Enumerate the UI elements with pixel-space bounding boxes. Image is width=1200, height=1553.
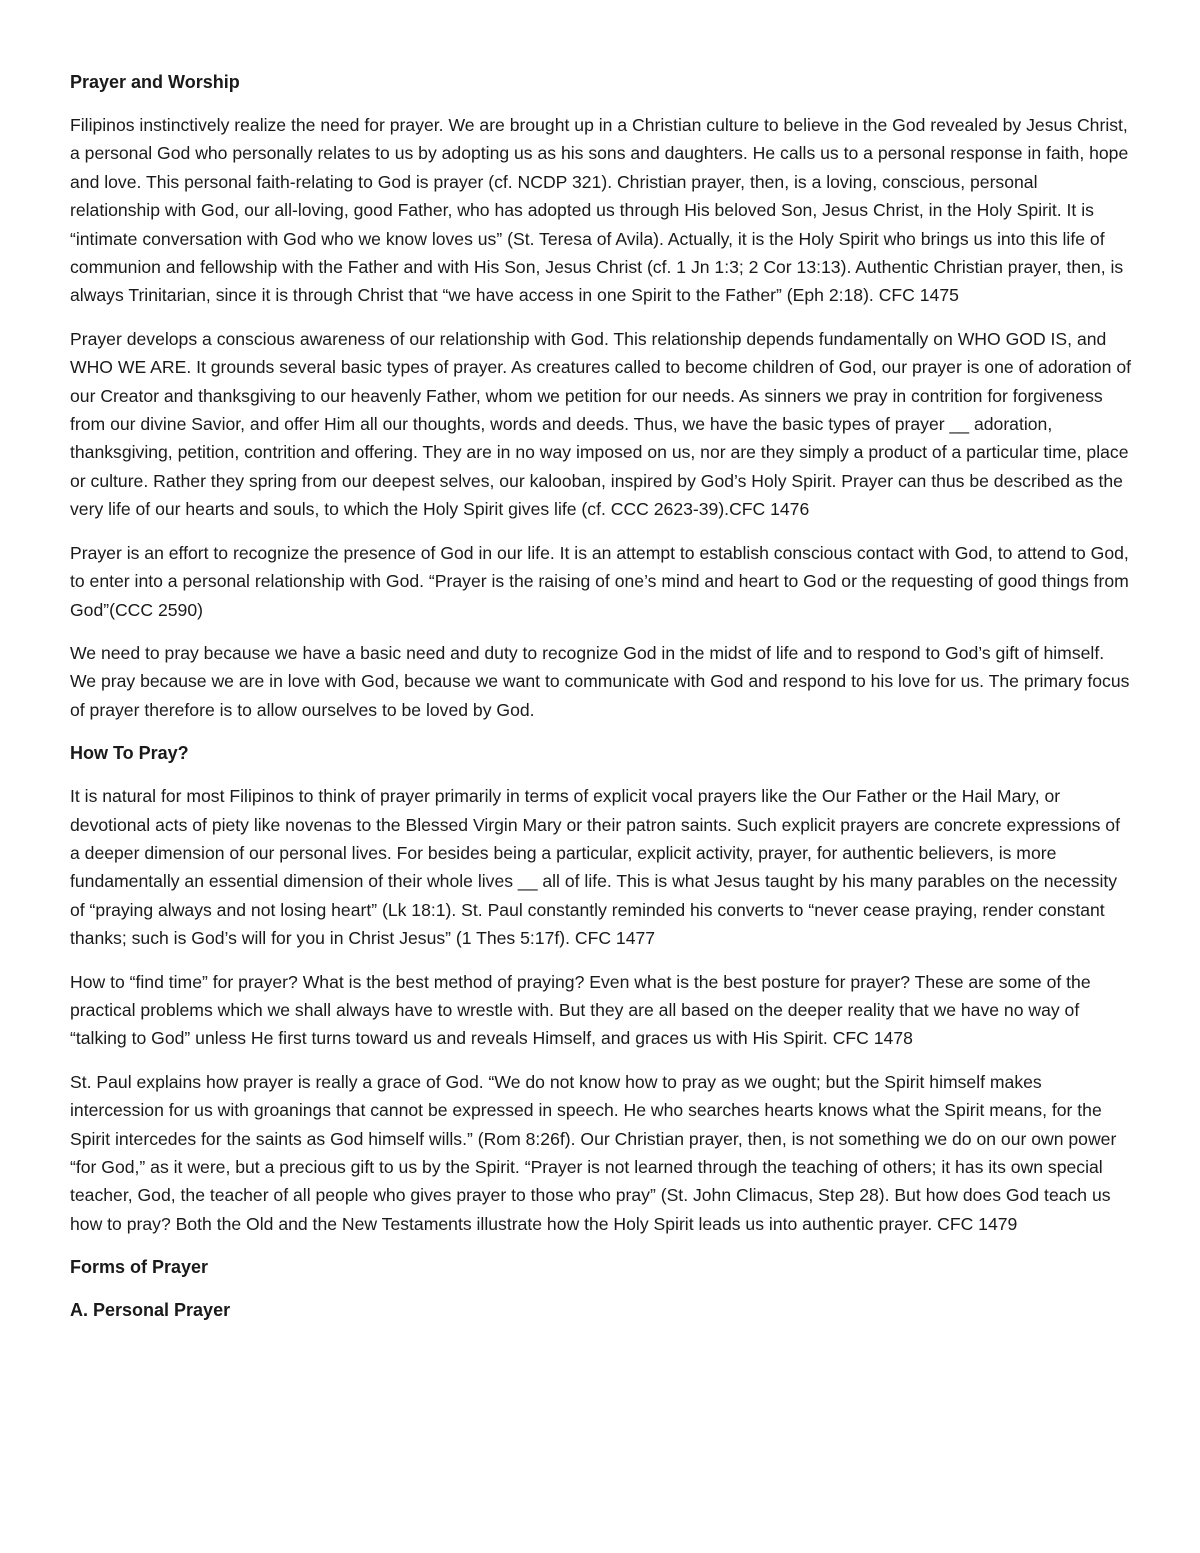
heading-prayer-and-worship: Prayer and Worship: [70, 72, 240, 92]
heading-how-to-pray: How To Pray?: [70, 743, 189, 764]
paragraph-cfc-1477: It is natural for most Filipinos to think of prayer primarily in terms of explicit vocal prayers like the Our Father or the Hail Mary, or devotional acts of piety like novenas to the Blessed Virgin Mary or their patron saints. Such explicit prayers are concrete expressions of a deeper dimension of our personal lives. For besides being a particular, explicit activity, prayer, for authentic believers, is more fundamentally an essential dimension of their whole lives __ all of life. This is what Jesus taught by his many parables on the necessity of “praying always and not losing heart” (Lk 18:1). St. Paul constantly reminded his converts to “never cease praying, render constant thanks; such is God’s will for you in Christ Jesus” (1 Thes 5:17f). CFC 1477: [70, 786, 1120, 949]
heading-personal-prayer: A. Personal Prayer: [70, 1300, 231, 1321]
paragraph-cfc-1479: St. Paul explains how prayer is really a grace of God. “We do not know how to pray as we ought; but the Spirit himself makes intercession for us with groanings that cannot be expressed in speech. He who searches hearts knows what the Spirit means, for the Spirit intercedes for the saints as God himself wills.” (Rom 8:26f). Our Christian prayer, then, is not something we do on our own power “for God,” as it were, but a precious gift to us by the Spirit. “Prayer is not learned through the teaching of others; it has its own special teacher, God, the teacher of all people who gives prayer to those who pray” (St. John Climacus, Step 28). But how does God teach us how to pray? Both the Old and the New Testaments illustrate how the Holy Spirit leads us into authentic prayer. CFC 1479: [70, 1071, 1117, 1234]
heading-forms-of-prayer: Forms of Prayer: [70, 1257, 209, 1278]
paragraph-cfc-1478: How to “find time” for prayer? What is the best method of praying? Even what is the best posture for prayer? These are some of the practical problems which we shall always have to wrestle with. But they are all based on the deeper reality that we have no way of “talking to God” unless He first turns toward us and reveals Himself, and graces us with His Spirit. CFC 1478: [70, 971, 1091, 1049]
paragraph-ccc-2590: Prayer is an effort to recognize the presence of God in our life. It is an attempt to establish conscious contact with God, to attend to God, to enter into a personal relationship with God. “Prayer is the raising of one’s mind and heart to God or the requesting of good things from God”(CCC 2590): [70, 542, 1129, 620]
document-page: [70, 68, 1132, 1339]
paragraph-cfc-1475: Filipinos instinctively realize the need for prayer. We are brought up in a Christian culture to believe in the God revealed by Jesus Christ, a personal God who personally relates to us by adopting us as his sons and daughters. He calls us to a personal response in faith, hope and love. This personal faith-relating to God is prayer (cf. NCDP 321). Christian prayer, then, is a loving, conscious, personal relationship with God, our all-loving, good Father, who has adopted us through His beloved Son, Jesus Christ, in the Holy Spirit. It is “intimate conversation with God who we know loves us” (St. Teresa of Avila). Actually, it is the Holy Spirit who brings us into this life of communion and fellowship with the Father and with His Son, Jesus Christ (cf. 1 Jn 1:3; 2 Cor 13:13). Authentic Christian prayer, then, is always Trinitarian, since it is through Christ that “we have access in one Spirit to the Father” (Eph 2:18). CFC 1475: [70, 115, 1129, 306]
paragraph-why-pray: We need to pray because we have a basic need and duty to recognize God in the midst of life and to respond to God’s gift of himself. We pray because we are in love with God, because we want to communicate with God and respond to his love for us. The primary focus of prayer therefore is to allow ourselves to be loved by God.: [70, 642, 1130, 720]
paragraph-cfc-1476: Prayer develops a conscious awareness of our relationship with God. This relationship depends fundamentally on WHO GOD IS, and WHO WE ARE. It grounds several basic types of prayer. As creatures called to become children of God, our prayer is one of adoration of our Creator and thanksgiving to our heavenly Father, whom we petition for our needs. As sinners we pray in contrition for forgiveness from our divine Savior, and offer Him all our thoughts, words and deeds. Thus, we have the basic types of prayer __ adoration, thanksgiving, petition, contrition and offering. They are in no way imposed on us, nor are they simply a product of a particular time, place or culture. Rather they spring from our deepest selves, our kalooban, inspired by God’s Holy Spirit. Prayer can thus be described as the very life of our hearts and souls, to which the Holy Spirit gives life (cf. CCC 2623-39).CFC 1476: [70, 328, 1132, 520]
